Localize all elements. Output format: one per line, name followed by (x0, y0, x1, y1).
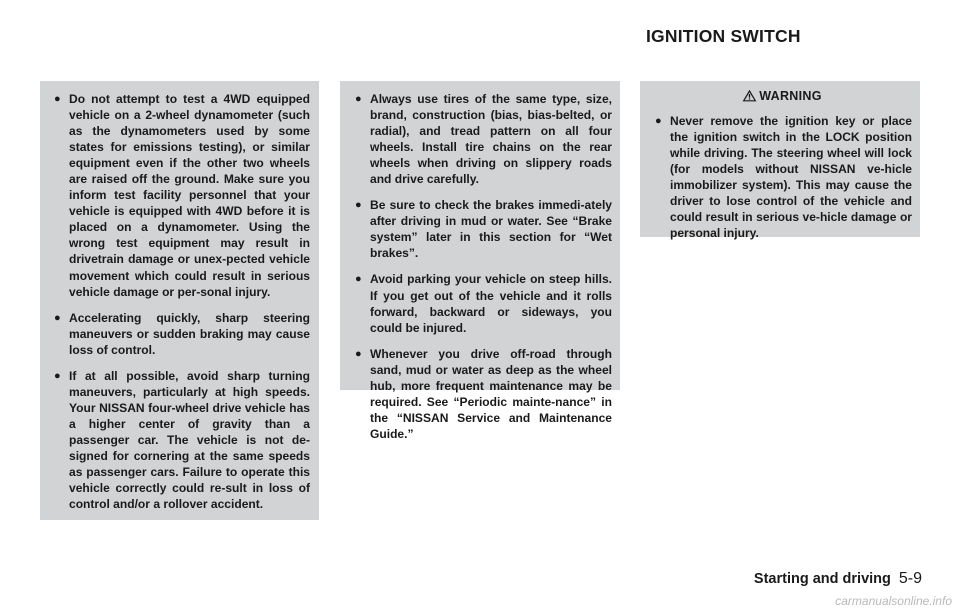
warning-list (652, 113, 912, 241)
item-text: Always use tires of the same type, size, brand, construction (bias, bias-belted, or radial), and tread pattern on all four wheels. Install tire chains on the rear wheels when driving on slippery roads and drive carefully. (370, 92, 612, 187)
caution-panel-middle (340, 81, 620, 441)
item-text: Whenever you drive off-road through sand, mud or water as deep as the wheel hub, more frequent maintenance may be required. See “Periodic mainte-nance” in the “NISSAN Service and Maintenance Guide.” (370, 346, 612, 441)
bullet-icon: ● (54, 369, 61, 382)
bullet-icon: ● (54, 93, 61, 105)
bullet-icon: ● (355, 199, 362, 212)
list-item (51, 310, 310, 358)
item-text: Avoid parking your vehicle on steep hills. If you get out of the vehicle and it rolls forward, backward or sideways, you could be injured. (370, 272, 612, 335)
caution-list-left (51, 91, 310, 512)
bullet-icon: ● (355, 93, 362, 105)
item-text: Be sure to check the brakes immedi-ately after driving in mud or water. See “Brake system” later in this section for “Wet brakes”. (370, 198, 612, 261)
page-footer (754, 570, 922, 588)
footer-section: Starting and driving (753, 571, 891, 587)
item-text: Accelerating quickly, sharp steering maneuvers or sudden braking may cause loss of control. (69, 310, 310, 357)
list-item (352, 271, 612, 335)
watermark: carmanualsonline.info (835, 594, 952, 608)
list-item (352, 91, 612, 187)
warning-label: WARNING (759, 89, 822, 103)
caution-panel-left (40, 81, 319, 520)
list-item (51, 368, 310, 512)
item-text: Do not attempt to test a 4WD equipped vehicle on a 2-wheel dynamometer (such as the dynamometers used by some states for emissions testing), or similar equipment even if the other two wheels are raised off the ground. Make sure you inform test facility personnel that your vehicle is equipped with 4WD before it is placed on a dynamometer. Using the wrong test equipment may result in drivetrain damage or unex-pected vehicle movement which could result in serious vehicle damage or per-sonal injury. (69, 92, 310, 299)
bullet-icon: ● (54, 311, 61, 324)
caution-list-middle (352, 91, 612, 442)
warning-heading (652, 89, 912, 105)
list-item (51, 91, 310, 300)
warning-panel (640, 81, 920, 241)
page-number: 5-9 (898, 570, 922, 587)
section-title: IGNITION SWITCH (646, 26, 801, 46)
item-text: If at all possible, avoid sharp turning maneuvers, particularly at high speeds. Your NISSAN four-wheel drive vehicle has a higher center of gravity than a passenger car. The vehicle is not de-signed for cornering at the same speeds as passenger cars. Failure to operate this vehicle correctly could re-sult in loss of control and/or a rollover accident. (69, 368, 310, 512)
item-text: Never remove the ignition key or place the ignition switch in the LOCK position while driving. The steering wheel will lock (for models without NISSAN ve-hicle immobilizer system). This may cause the driver to lose control of the vehicle and could result in serious ve-hicle damage or personal injury. (670, 114, 912, 241)
bullet-icon: ● (355, 347, 362, 360)
bullet-icon: ● (655, 115, 662, 127)
list-item (352, 346, 612, 442)
list-item (652, 113, 912, 241)
bullet-icon: ● (355, 273, 362, 286)
list-item (352, 197, 612, 261)
warning-triangle-icon (742, 89, 757, 105)
